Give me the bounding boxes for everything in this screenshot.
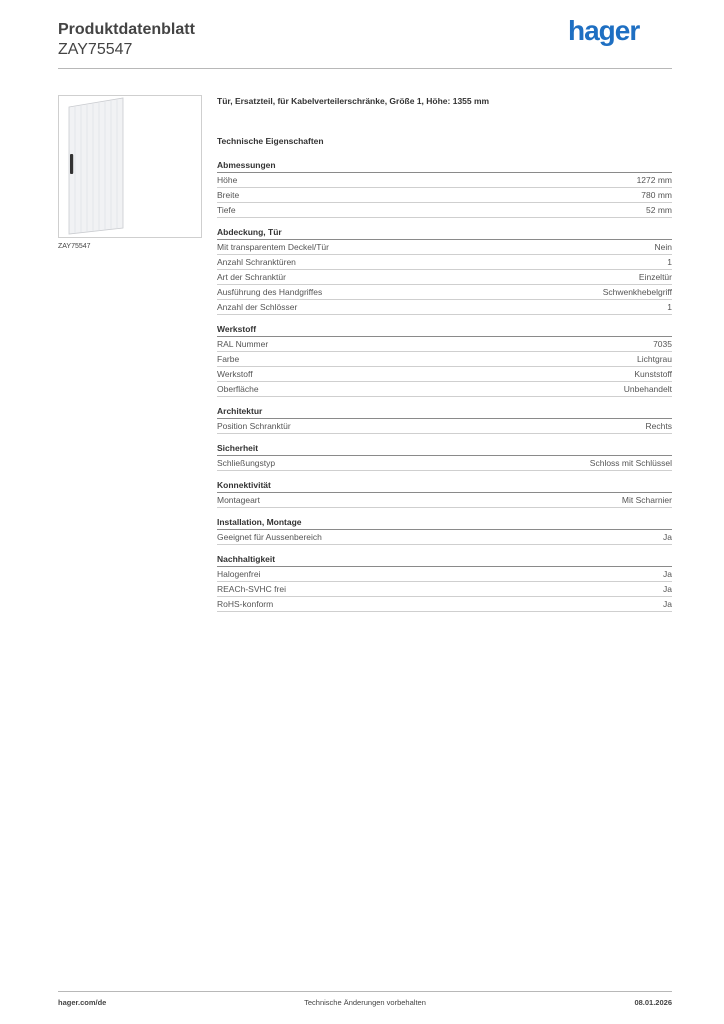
spec-value: Unbehandelt — [623, 384, 672, 394]
spec-row — [217, 255, 672, 270]
document-header — [58, 20, 195, 60]
spec-value: Lichtgrau — [637, 354, 672, 364]
page-footer — [58, 998, 672, 1010]
spec-row — [217, 382, 672, 397]
article-number: ZAY75547 — [58, 41, 133, 58]
spec-row — [217, 173, 672, 188]
footer-date: 08.01.2026 — [634, 998, 672, 1007]
spec-group-title: Werkstoff — [217, 323, 672, 337]
spec-row — [217, 285, 672, 300]
spec-group-title: Abmessungen — [217, 159, 672, 173]
footer-divider — [58, 991, 672, 992]
section-title: Technische Eigenschaften — [217, 136, 324, 146]
spec-label: Anzahl der Schlösser — [217, 302, 298, 312]
spec-value: Ja — [663, 584, 672, 594]
spec-group — [217, 159, 672, 218]
spec-group-title: Installation, Montage — [217, 516, 672, 530]
spec-value: 1 — [667, 257, 672, 267]
spec-value: Kunststoff — [634, 369, 672, 379]
spec-label: Höhe — [217, 175, 238, 185]
spec-value: 52 mm — [646, 205, 672, 215]
spec-groups — [217, 159, 672, 612]
spec-group-title: Sicherheit — [217, 442, 672, 456]
spec-value: Nein — [654, 242, 672, 252]
spec-row — [217, 270, 672, 285]
spec-row — [217, 567, 672, 582]
spec-value: 1 — [667, 302, 672, 312]
spec-label: Schließungstyp — [217, 458, 276, 468]
product-image — [58, 95, 202, 238]
image-caption: ZAY75547 — [58, 243, 91, 250]
spec-label: Werkstoff — [217, 369, 253, 379]
spec-row — [217, 493, 672, 508]
spec-group — [217, 553, 672, 612]
spec-label: Halogenfrei — [217, 569, 261, 579]
spec-row — [217, 456, 672, 471]
spec-label: Tiefe — [217, 205, 236, 215]
spec-label: Breite — [217, 190, 240, 200]
spec-label: Art der Schranktür — [217, 272, 286, 282]
spec-value: Rechts — [645, 421, 672, 431]
spec-row — [217, 530, 672, 545]
spec-value: Ja — [663, 599, 672, 609]
spec-row — [217, 337, 672, 352]
spec-row — [217, 300, 672, 315]
spec-row — [217, 582, 672, 597]
spec-value: 780 mm — [641, 190, 672, 200]
spec-group-title: Konnektivität — [217, 479, 672, 493]
spec-group — [217, 323, 672, 397]
spec-value: Mit Scharnier — [621, 495, 672, 505]
spec-value: 1272 mm — [636, 175, 672, 185]
spec-row — [217, 597, 672, 612]
spec-row — [217, 352, 672, 367]
cabinet-door-illustration — [59, 96, 201, 237]
product-description: Tür, Ersatzteil, für Kabelverteilerschränke, Größe 1, Höhe: 1355 mm — [217, 96, 490, 106]
spec-label: RoHS-konform — [217, 599, 274, 609]
spec-value: 7035 — [653, 339, 672, 349]
spec-group-title: Architektur — [217, 405, 672, 419]
spec-label: Geeignet für Aussenbereich — [217, 532, 322, 542]
spec-group — [217, 442, 672, 471]
spec-group-title: Nachhaltigkeit — [217, 553, 672, 567]
spec-group — [217, 479, 672, 508]
spec-content — [217, 95, 672, 612]
spec-label: Farbe — [217, 354, 240, 364]
footer-disclaimer: Technische Änderungen vorbehalten — [304, 998, 426, 1007]
spec-value: Ja — [663, 532, 672, 542]
hager-logo — [568, 16, 658, 46]
spec-label: Montageart — [217, 495, 260, 505]
footer-website: hager.com/de — [58, 998, 107, 1007]
spec-row — [217, 419, 672, 434]
document-title: Produktdatenblatt — [58, 21, 195, 38]
spec-label: Anzahl Schranktüren — [217, 257, 296, 267]
spec-group — [217, 405, 672, 434]
hager-logo-text: hager — [568, 15, 640, 46]
spec-label: RAL Nummer — [217, 339, 269, 349]
spec-label: Mit transparentem Deckel/Tür — [217, 242, 329, 252]
spec-label: Position Schranktür — [217, 421, 291, 431]
spec-row — [217, 188, 672, 203]
spec-label: Ausführung des Handgriffes — [217, 287, 323, 297]
spec-row — [217, 240, 672, 255]
spec-value: Schwenkhebelgriff — [602, 287, 672, 297]
spec-group-title: Abdeckung, Tür — [217, 226, 672, 240]
spec-row — [217, 203, 672, 218]
spec-label: REACh-SVHC frei — [217, 584, 286, 594]
spec-value: Ja — [663, 569, 672, 579]
spec-value: Einzeltür — [638, 272, 672, 282]
spec-group — [217, 516, 672, 545]
header-divider — [58, 68, 672, 69]
spec-label: Oberfläche — [217, 384, 259, 394]
spec-value: Schloss mit Schlüssel — [589, 458, 672, 468]
spec-row — [217, 367, 672, 382]
spec-group — [217, 226, 672, 315]
